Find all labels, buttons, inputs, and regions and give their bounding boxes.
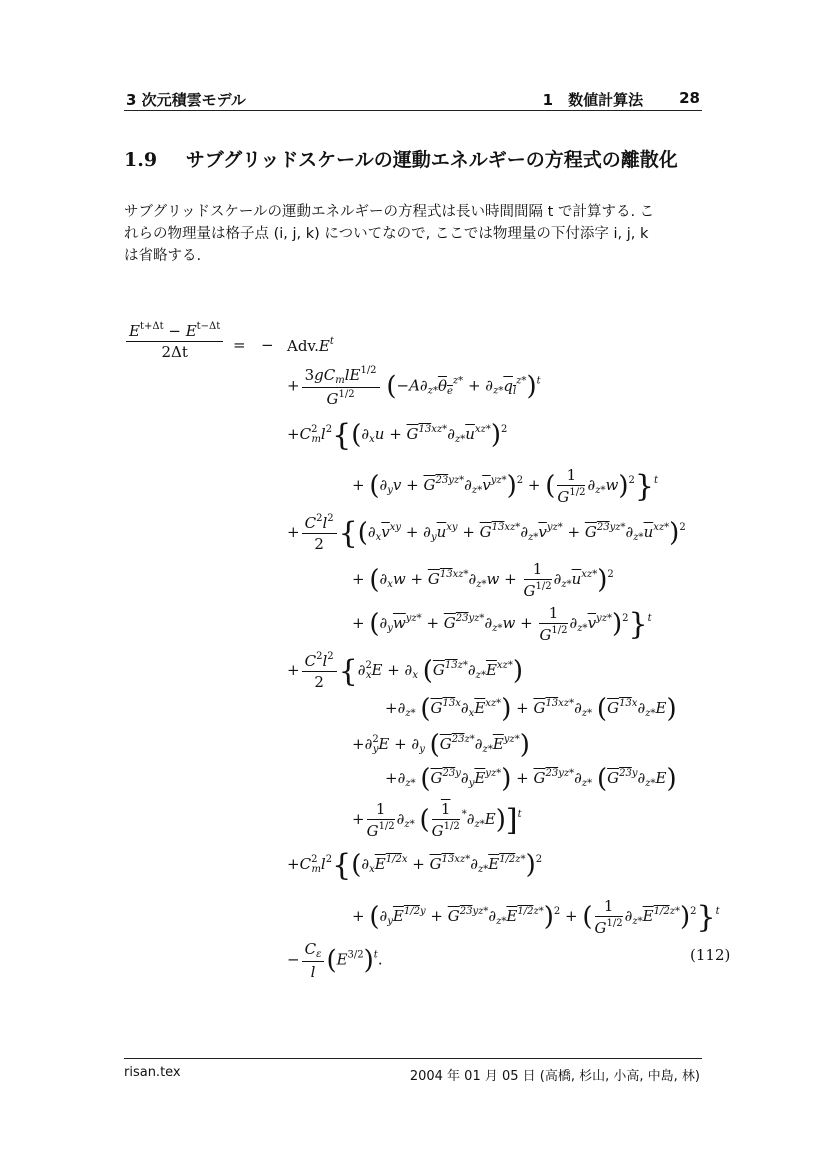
equation-number: (112) — [690, 946, 731, 964]
diffusion-term-5: + $\frac{1}{G^{1/2}}$ $\partial_{z*}$ ( $\frac{1}{G^{1/2}}$ $^*\partial_{z*}E)]^t$ — [352, 800, 522, 840]
adv-label: Adv. — [287, 337, 319, 355]
paragraph-line-3: は省略する. — [124, 248, 202, 264]
diffusion-term-3: $+\partial^2_yE + \partial_y$ $(G^{23z*}\partial_{z*}\overline{E}^{yz*})$ — [352, 730, 530, 760]
page-number: 28 — [679, 89, 700, 107]
footer-date-authors: 2004 年 01 月 05 日 (高橋, 杉山, 小高, 中島, 林) — [409, 1069, 700, 1084]
equals-sign: = — [233, 336, 246, 354]
section-number: 1.9 — [124, 149, 158, 171]
diffusion-term-4: $+\partial_{z*}$ $(G^{23y}\partial_y\overline{E}^{yz*}) + G^{23yz*}\partial_{z*}$ $(G^{23y}\partial_{z*}E)$ — [385, 764, 677, 794]
chapter-title: 3 次元積雲モデル — [126, 91, 246, 109]
shear-term-2b: + ($\partial_xw + G^{13xz*}\partial_{z*}w$ + $\frac{1}{G^{1/2}}$ $\partial_{z*}\overline{u}^{xz*})^2$ — [352, 560, 614, 600]
shear-term-1a: $+C^2_ml^2\{(\partial_xu + G^{13xz*}\partial_{z*}\overline{u}^{xz*})^2$ — [287, 418, 508, 453]
shear-term-3a: $+C^2_ml^2\{(\partial_xE^{1/2x} + G^{13xz*}\partial_{z*}E^{1/2z*})^2$ — [287, 848, 543, 883]
paragraph-line-2: れらの物理量は格子点 (i, j, k) についてなので, ここでは物理量の下付添字 i, j, k — [124, 226, 649, 242]
lhs-denominator: 2Δt — [161, 343, 188, 361]
paragraph-line-1: サブグリッドスケールの運動エネルギーの方程式は長い時間間隔 t で計算する. こ — [124, 204, 655, 220]
page-footer — [124, 1058, 702, 1083]
section-heading-text: サブグリッドスケールの運動エネルギーの方程式の離散化 — [185, 149, 678, 171]
diffusion-term-2: $+\partial_{z*}$ $(G^{13x}\partial_x\overline{E}^{xz*}) + G^{13xz*}\partial_{z*}$ $(G^{13x}\partial_{z*}E)$ — [385, 694, 677, 724]
shear-term-1b: + $(\partial_yv + G^{23yz*}\partial_{z*}\overline{v}^{yz*})^2$ + ( $\frac{1}{G^{1/2}}$ $\partial_{z*}w)^2\}^t$ — [352, 466, 659, 506]
minus-sign: − — [261, 336, 274, 354]
advection-term: $Adv.E^t$ — [287, 336, 334, 355]
buoyancy-term: + $\frac{3gC_mlE^{1/2}}{G^{1/2}}$ $(-A\partial_{z*}\theta_e^{z*} + \partial_{z*}q_l^{z*})^t$ — [287, 365, 541, 408]
footer-filename: risan.tex — [124, 1065, 181, 1080]
section-title: 1 数値計算法 — [542, 91, 644, 109]
diffusion-term-1: + $\frac{C^2l^2}{2}$ {$\partial^2_xE + \partial_x$ $(G^{13z*}\partial_{z*}\overline{E}^{xz*})$ — [287, 651, 523, 691]
shear-term-3b: + $(\partial_yE^{1/2y} + G^{23yz*}\partial_{z*}E^{1/2z*})^2$ + ( $\frac{1}{G^{1/2}}$ $\partial_{z*}E^{1/2z*})^2\}^t$ — [352, 897, 720, 937]
equation-lhs: $\frac{E^{t+\Delta t} - E^{t-\Delta t}}{2\Delta t}$ — [124, 321, 225, 361]
dissipation-term: − $\frac{C_\varepsilon}{l}$ $(E^{3/2})^t$. — [287, 940, 383, 981]
shear-term-2c: + ($\partial_y\overline{w}^{yz*} + G^{23yz*}\partial_{z*}w$ + $\frac{1}{G^{1/2}}$ $\partial_{z*}\overline{v}^{yz*})^2\}^t$ — [352, 604, 652, 644]
shear-term-2a: + $\frac{C^2l^2}{2}$ {$(\partial_x\overline{v}^{xy} + \partial_y\overline{u}^{xy} + G^{13xz*}\partial_{z*}\overline{v}^{yz*} + G^{23yz*}\partial_{z*}\overline{u}^{xz*})^2$ — [287, 513, 686, 553]
